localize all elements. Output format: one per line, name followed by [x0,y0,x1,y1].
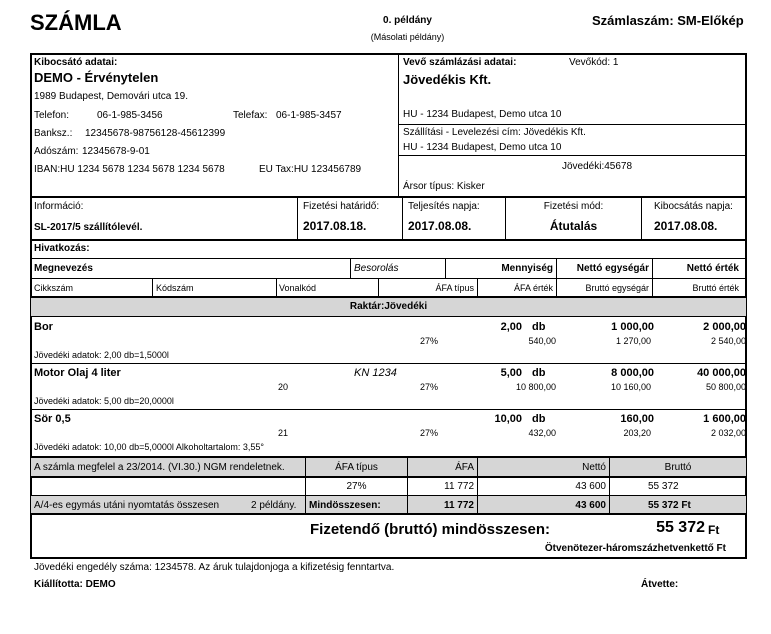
regulation-note: A számla megfelel a 23/2014. (VI.30.) NGM rendeletnek. [34,462,285,473]
item-vat: 27% [419,428,438,438]
buyer-heading: Vevő számlázási adatai: [403,57,517,68]
item-vat-value: 432,00 [528,428,556,438]
print-copies: 2 példány. [251,500,297,511]
seller-phone-label: Telefon: [34,110,70,121]
issue-value: 2017.08.08. [654,219,718,233]
pay-value: Átutalás [549,219,598,233]
info-value: SL-2017/5 szállítólevél. [34,222,143,233]
seller-fax-label: Telefax: [233,110,268,121]
item-name: Sör 0,5 [34,413,71,425]
seller-fax: 06-1-985-3457 [276,110,342,121]
item-gross-unit: 10 160,00 [610,382,651,392]
total-vat: 11 772 [443,500,474,511]
print-note: A/4-es egymás utáni nyomtatás összesen [34,500,220,511]
seller-tax-label: Adószám: [34,146,79,157]
item-gross-value: 2 540,00 [710,336,746,346]
reference-label: Hivatkozás: [34,243,90,254]
buyer-excise: Jövedéki:45678 [562,161,633,172]
seller-bank-label: Banksz.: [34,128,73,139]
item-net-unit: 1 000,00 [611,321,654,333]
item-code: 21 [277,428,288,438]
item-name: Bor [34,321,53,333]
item-qty: 2,00 [500,321,522,333]
info-label: Információ: [34,201,84,212]
item-net-value: 40 000,00 [697,367,746,379]
buyer-name: Jövedékis Kft. [403,72,492,87]
col-barcode: Vonalkód [279,283,317,293]
col-code: Kódszám [156,283,194,293]
item-code: 20 [277,382,288,392]
item-net-value: 1 600,00 [703,413,746,425]
seller-heading: Kibocsátó adatai: [34,57,118,68]
buyer-code: Vevőkód: 1 [569,57,619,68]
item-net-unit: 160,00 [620,413,654,425]
item-name: Motor Olaj 4 liter [34,367,121,379]
summary-h-vat-type: ÁFA típus [335,462,378,473]
total-gross: 55 372 Ft [648,500,691,511]
issue-label: Kibocsátás napja: [654,201,733,212]
seller-eu-tax: EU Tax:HU 123456789 [259,164,362,175]
item-qty: 5,00 [500,367,522,379]
col-class: Besorolás [354,263,399,274]
payable-currency: Ft [708,523,720,537]
col-net-value: Nettó érték [686,263,739,274]
col-gross-unit: Bruttó egységár [585,283,649,293]
item-gross-unit: 1 270,00 [615,336,651,346]
item-gross-unit: 203,20 [623,428,651,438]
seller-phone: 06-1-985-3456 [97,110,163,121]
received-by: Átvette: [641,579,679,590]
due-value: 2017.08.18. [303,219,367,233]
buyer-shipping-address: HU - 1234 Budapest, Demo utca 10 [403,142,562,153]
document-title: SZÁMLA [30,10,122,35]
item-unit: db [532,413,546,425]
seller-bank: 12345678-98756128-45612399 [85,128,226,139]
item-note: Jövedéki adatok: 5,00 db=20,0000l [34,396,174,406]
item-unit: db [532,367,546,379]
buyer-shipping: Szállítási - Levelezési cím: Jövedékis Kft. [403,127,586,138]
copy-sub: (Másolati példány) [370,32,445,42]
col-gross-value: Bruttó érték [692,283,739,293]
seller-name: DEMO - Érvénytelen [34,70,159,85]
perf-value: 2017.08.08. [408,219,472,233]
col-qty: Mennyiség [501,263,553,274]
warehouse-label: Raktár:Jövedéki [349,301,428,312]
total-net: 43 600 [575,500,606,511]
summary-net: 43 600 [575,481,606,492]
payable-amount: 55 372 [656,519,705,536]
summary-h-gross: Bruttó [664,462,692,473]
item-gross-value: 50 800,00 [705,382,746,392]
item-vat: 27% [419,336,438,346]
col-net-unit: Nettó egységár [576,263,649,274]
item-class: KN 1234 [354,367,397,379]
issued-by: Kiállította: DEMO [34,579,116,590]
seller-iban: IBAN:HU 1234 5678 1234 5678 1234 5678 [34,164,225,175]
item-net-value: 2 000,00 [703,321,746,333]
item-unit: db [532,321,546,333]
pay-label: Fizetési mód: [543,201,604,212]
due-label: Fizetési határidő: [303,201,380,212]
col-sku: Cikkszám [34,283,74,293]
invoice-number: Számlaszám: SM-Előkép [592,13,744,28]
buyer-address: HU - 1234 Budapest, Demo utca 10 [403,109,562,120]
item-note: Jövedéki adatok: 10,00 db=5,0000l Alkoholtartalom: 3,55° [34,442,265,452]
item-vat-value: 10 800,00 [515,382,556,392]
item-gross-value: 2 032,00 [710,428,746,438]
item-vat-value: 540,00 [528,336,556,346]
seller-tax: 12345678-9-01 [82,146,150,157]
summary-h-vat: ÁFA [455,462,474,473]
col-name: Megnevezés [34,263,93,274]
total-label: Mindösszesen: [309,500,381,511]
summary-vat-type: 27% [346,481,367,492]
col-vat-value: ÁFA érték [513,283,553,293]
summary-gross: 55 372 [648,481,679,492]
excise-license: Jövedéki engedély száma: 1234578. Az áruk tulajdonjoga a kifizetésig fenntartva. [34,562,395,573]
item-net-unit: 8 000,00 [611,367,654,379]
summary-vat: 11 772 [444,481,474,492]
item-vat: 27% [419,382,438,392]
item-qty: 10,00 [494,413,522,425]
item-note: Jövedéki adatok: 2,00 db=1,5000l [34,350,169,360]
payable-in-words: Ötvenötezer-háromszázhetvenkettő Ft [544,543,726,554]
perf-label: Teljesítés napja: [408,201,480,212]
col-vat-type: ÁFA típus [435,283,474,293]
seller-address: 1989 Budapest, Demovári utca 19. [34,91,188,102]
payable-label: Fizetendő (bruttó) mindösszesen: [310,521,550,538]
summary-h-net: Nettó [582,462,606,473]
buyer-price-type: Ársor típus: Kisker [403,181,485,192]
copy-label: 0. példány [383,15,432,26]
